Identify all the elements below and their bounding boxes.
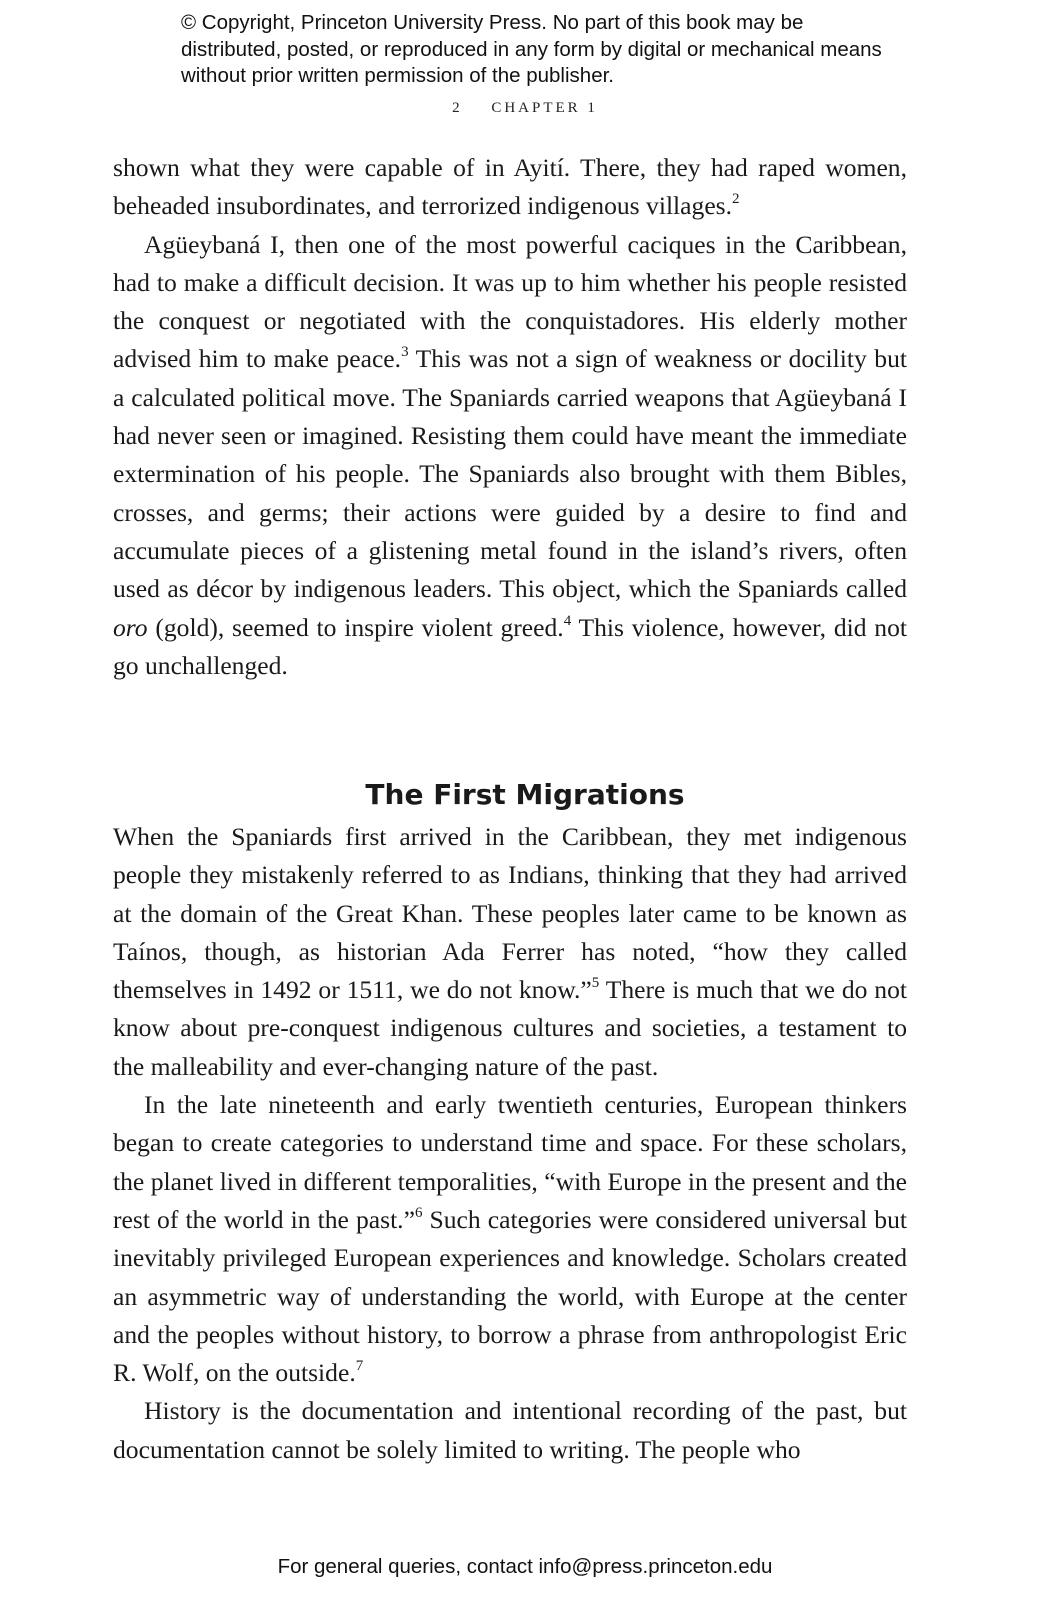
paragraph (113, 149, 907, 226)
paragraph-text: This was not a sign of weakness or docility but a calculated political move. The Spaniards carried weapons that Agüeybaná I had never seen or imagined. Resisting them could have meant the immediate extermination of his people. The Spaniards also brought with them Bibles, crosses, and germs; their actions were guided by a desire to find and accumulate pieces of a glistening metal found in the island’s rivers, often used as décor by indigenous leaders. This object, which the Spaniards called (113, 344, 907, 604)
paragraph-text: In the late nineteenth and early twentieth centuries, European thinkers began to create categories to understand time and space. For these scholars, the planet lived in different temporalities, “with Europe in the present and the rest of the world in the past.” (113, 1090, 907, 1234)
footnote-ref: 4 (563, 612, 572, 629)
copyright-notice: © Copyright, Princeton University Press. No part of this book may be distributed, posted, or reproduced in any form by digital or mechanical means without prior written permission of the publisher. (181, 11, 882, 87)
footnote-ref: 2 (732, 191, 740, 208)
footnote-ref: 5 (591, 974, 600, 991)
paragraph (113, 818, 907, 1086)
paragraph-text: Such categories were considered universal but inevitably privileged European experiences and knowledge. Scholars created an asymmetric way of understanding the world, with Europe at the center and the peoples without history, to borrow a phrase from anthropologist Eric R. Wolf, on the outside. (113, 1204, 907, 1388)
paragraph-text: (gold), seemed to inspire violent greed. (147, 612, 564, 642)
footnote-ref: 6 (414, 1204, 423, 1221)
paragraph-text: This violence, however, did not go unchallenged. (113, 612, 907, 680)
body-text-lower (113, 818, 907, 1469)
paragraph-text: Agüeybaná I, then one of the most powerful caciques in the Caribbean, had to make a difficult decision. It was up to him whether his people resisted the conquest or negotiated with the conquistadores. His elderly mother advised him to make peace. (113, 229, 907, 374)
section-heading: The First Migrations (365, 778, 685, 811)
footnote-ref: 3 (401, 344, 409, 361)
body-text-upper (113, 149, 907, 685)
paragraph (113, 1392, 907, 1469)
paragraph (113, 226, 907, 686)
footnote-ref: 7 (355, 1357, 364, 1374)
paragraph-text: There is much that we do not know about pre-conquest indigenous cultures and societies, a testament to the malleability and ever-changing nature of the past. (113, 975, 907, 1081)
paragraph (113, 1086, 907, 1392)
paragraph-text: When the Spaniards first arrived in the Caribbean, they met indigenous people they mistakenly referred to as Indians, thinking that they had arrived at the domain of the Great Khan. These peoples later came to be known as Taínos, though, as historian Ada Ferrer has noted, “how they called themselves in 1492 or 1511, we do not know.” (113, 822, 907, 1005)
footer-contact: For general queries, contact info@press.princeton.edu (277, 1555, 773, 1578)
paragraph-text: shown what they were capable of in Ayití. There, they had raped women, beheaded insubordinates, and terrorized indigenous villages. (113, 153, 907, 221)
paragraph-text: History is the documentation and intentional recording of the past, but documentation cannot be solely limited to writing. The people who (113, 1396, 907, 1464)
page-number: 2 (452, 100, 463, 116)
running-head (0, 100, 1050, 117)
chapter-label: CHAPTER 1 (491, 100, 598, 116)
italic-term: oro (113, 612, 148, 642)
